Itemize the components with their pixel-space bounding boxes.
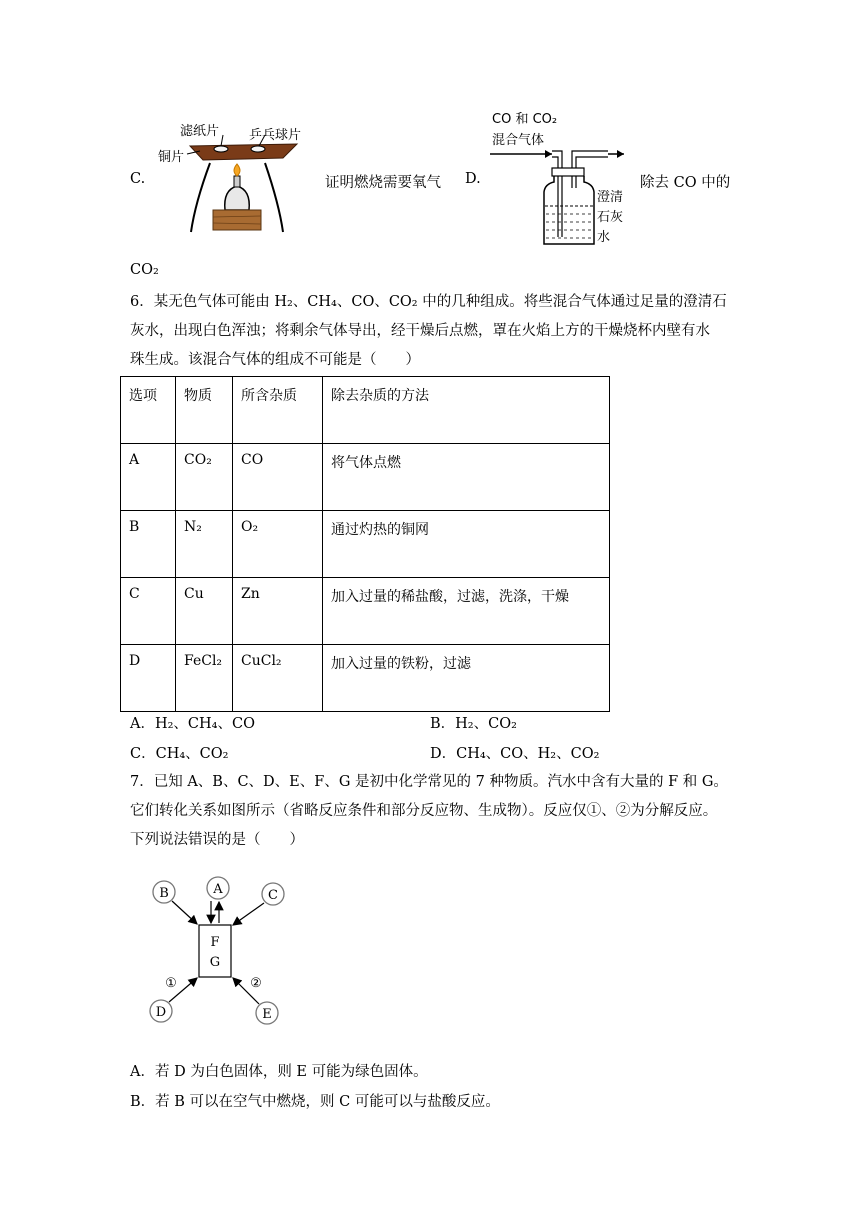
pingpong-label: 乒乓球片 [249,128,302,143]
table-cell: A [121,444,176,511]
table-header-cell: 选项 [121,377,176,444]
q6-choice-d: D．CH₄、CO、H₂、CO₂ [430,746,600,762]
option-c-caption: 证明燃烧需要氧气 [325,175,441,191]
table-row [121,578,610,645]
substance-relation-diagram [140,868,300,1033]
box-label-g: G [209,955,221,970]
table-cell: CO [233,444,323,511]
node-b: B [159,886,169,901]
reaction-marker-1: ① [165,976,177,991]
table-cell: CuCl₂ [233,645,323,712]
table-cell: D [121,645,176,712]
limewater-label-1: 澄清 [597,190,624,205]
table-header-cell: 物质 [176,377,233,444]
node-c: C [268,888,278,903]
table-cell: C [121,578,176,645]
box-label-f: F [210,935,220,950]
table-cell: B [121,511,176,578]
q6-choice-a: A．H₂、CH₄、CO [130,716,255,732]
table-row [121,444,610,511]
option-c-label: C. [130,171,146,187]
impurity-removal-table [120,376,610,712]
option-d-caption: 除去 CO 中的 [640,175,731,191]
q6-text-line-2: 灰水，出现白色浑浊；将剩余气体导出，经干燥后点燃，罩在火焰上方的干燥烧杯内壁有水 [130,323,710,339]
table-cell: N₂ [176,511,233,578]
table-cell: 通过灼热的铜网 [323,511,610,578]
option-d-caption-continued: CO₂ [130,262,159,278]
q7-text-line-3: 下列说法错误的是（ ） [130,832,304,848]
table-cell: 将气体点燃 [323,444,610,511]
filter-paper-label: 滤纸片 [180,124,220,139]
table-header-cell: 所含杂质 [233,377,323,444]
limewater-label-2: 石灰 [597,210,624,225]
node-a: A [213,882,223,897]
reaction-marker-2: ② [250,976,262,991]
limewater-label-3: 水 [597,230,611,245]
table-header-cell: 除去杂质的方法 [323,377,610,444]
q7-choice-a: A．若 D 为白色固体，则 E 可能为绿色固体。 [130,1064,428,1080]
table-cell: FeCl₂ [176,645,233,712]
q7-text-line-2: 它们转化关系如图所示（省略反应条件和部分反应物、生成物）。反应仅①、②为分解反应。 [130,803,718,819]
table-cell: 加入过量的铁粉，过滤 [323,645,610,712]
table-header-row [121,377,610,444]
node-d: D [155,1005,167,1020]
table-row [121,511,610,578]
option-d-label: D. [465,171,481,187]
copper-label: 铜片 [158,150,185,165]
table-cell: Zn [233,578,323,645]
table-cell: 加入过量的稀盐酸，过滤，洗涤，干燥 [323,578,610,645]
q7-text-line-1: 7．已知 A、B、C、D、E、F、G 是初中化学常见的 7 种物质。汽水中含有大量的 F 和 G。 [130,774,728,790]
gas-mixture-label-1: CO 和 CO₂ [492,112,558,127]
table-cell: CO₂ [176,444,233,511]
table-cell: Cu [176,578,233,645]
q6-choice-b: B．H₂、CO₂ [430,716,517,732]
q6-text-line-3: 珠生成。该混合气体的组成不可能是（ ） [130,352,420,368]
gas-mixture-label-2: 混合气体 [492,133,545,148]
node-e: E [262,1007,272,1022]
q6-text-line-1: 6．某无色气体可能由 H₂、CH₄、CO、CO₂ 中的几种组成。将些混合气体通过足量的澄清石 [130,294,727,310]
q7-choice-b: B．若 B 可以在空气中燃烧，则 C 可能可以与盐酸反应。 [130,1094,500,1110]
table-row [121,645,610,712]
table-cell: O₂ [233,511,323,578]
q6-choice-c: C．CH₄、CO₂ [130,746,229,762]
